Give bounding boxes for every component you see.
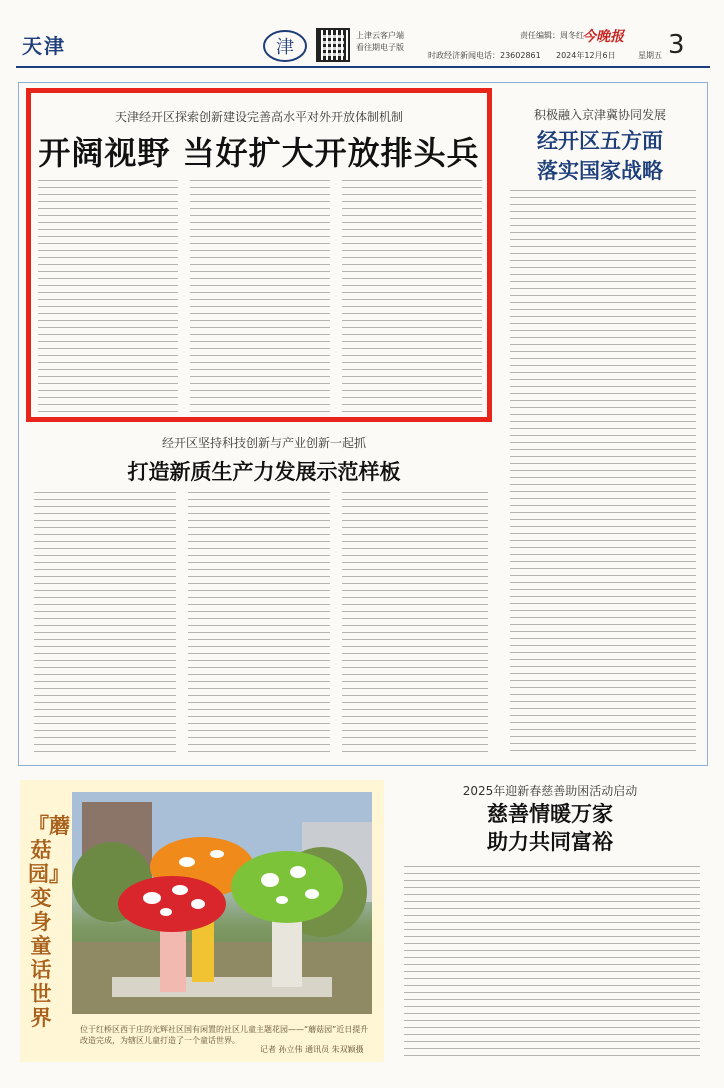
right-story-kicker: 积极融入京津冀协同发展 (533, 108, 666, 122)
lead-story-kicker: 天津经开区探索创新建设完善高水平对外开放体制机制 (114, 110, 403, 124)
middle-story-column-2 (188, 492, 330, 756)
middle-story-title[interactable]: 打造新质生产力发展示范样板 (127, 459, 401, 484)
lead-story-title[interactable]: 开阔视野 当好扩大开放排头兵 (38, 134, 480, 172)
issue-weekday: 星期五 (638, 51, 662, 60)
photo-credit: 记者 孙立伟 通讯员 朱双颖摄 (260, 1045, 364, 1054)
lead-story-column-3 (342, 180, 482, 412)
qr-code-icon (316, 28, 350, 62)
charity-story-kicker: 2025年迎新春慈善助困活动启动 (462, 784, 638, 798)
lead-story-column-2 (190, 180, 330, 412)
paper-brand: 今晚报 (582, 29, 624, 45)
charity-story-title-line1[interactable]: 慈善情暖万家 (487, 801, 613, 826)
editor-credit: 责任编辑：周冬红 (520, 31, 584, 40)
photo-caption: 位于红桥区西于庄的光辉社区国有闲置的社区儿童主题花园——“蘑菇园”近日提升改造完成，为辖区儿童打造了一个童话世界。 (80, 1025, 369, 1045)
page-number: 3 (668, 30, 685, 60)
photo-story-vertical-title[interactable]: 『蘑菇园』变身童话世界 (28, 813, 70, 1030)
issue-date: 2024年12月6日 (556, 51, 616, 60)
right-story-title-line1[interactable]: 经开区五方面 (537, 128, 663, 153)
newspaper-logo-icon (262, 28, 308, 64)
middle-story-column-3 (342, 492, 488, 756)
mushroom-garden-photo (72, 792, 372, 1014)
lead-story-column-1 (38, 180, 178, 412)
middle-story-column-1 (34, 492, 176, 756)
header-rule (16, 66, 710, 68)
mushroom-illustration (72, 792, 372, 1014)
middle-story-kicker: 经开区坚持科技创新与产业创新一起抓 (161, 436, 366, 450)
charity-story-body (404, 866, 700, 1062)
svg-text:津: 津 (276, 37, 294, 58)
qr-caption: 上津云客户端 看往期电子版 (356, 31, 404, 52)
right-story-body (510, 190, 696, 756)
right-story-title-line2[interactable]: 落实国家战略 (537, 158, 663, 183)
news-hotline: 时政经济新闻电话：23602861 (428, 51, 541, 60)
section-name: 天津 (22, 34, 66, 58)
charity-story-title-line2[interactable]: 助力共同富裕 (487, 829, 613, 854)
